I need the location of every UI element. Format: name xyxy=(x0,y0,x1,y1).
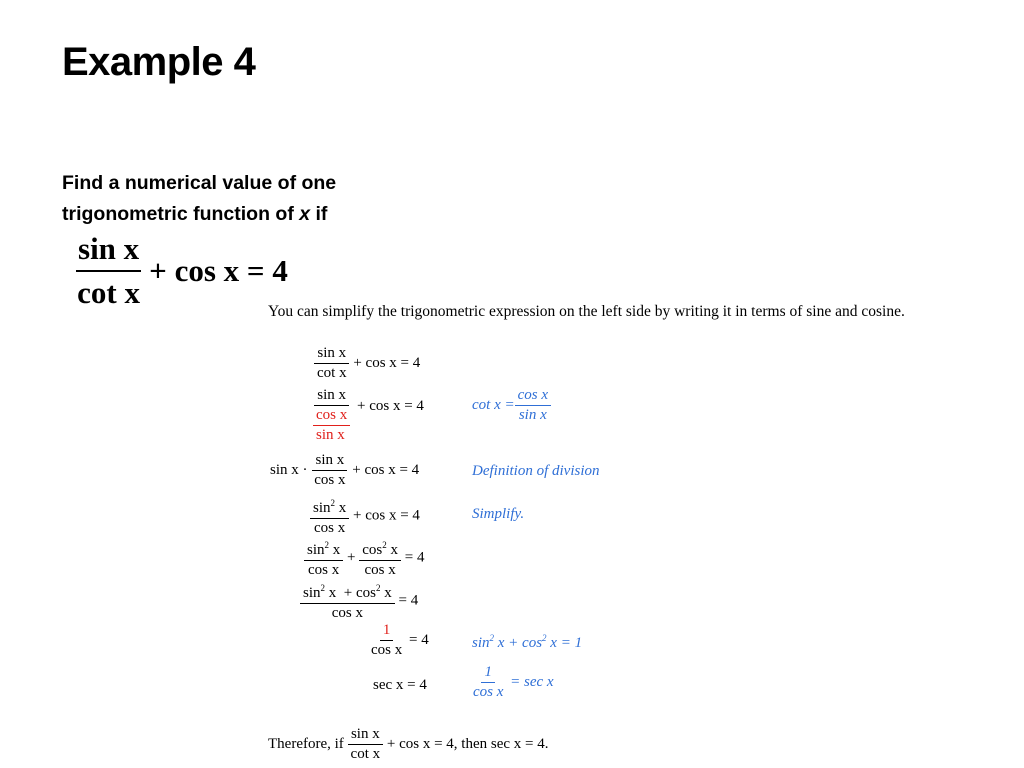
step-3-rhs: + cos x = 4 xyxy=(352,461,420,478)
num-text: sin xyxy=(313,500,331,516)
fraction-denominator: cos x xyxy=(331,605,363,621)
step-3-fraction xyxy=(311,451,348,490)
note-end: x = 1 xyxy=(546,635,583,651)
step-5-fraction-b xyxy=(359,536,401,580)
num-exponent-b: 2 xyxy=(375,583,381,593)
prompt-line-2 xyxy=(62,199,402,230)
given-fraction xyxy=(76,232,141,310)
fraction-numerator xyxy=(300,579,395,604)
fraction-numerator: sin x xyxy=(314,386,349,406)
conclusion-suffix: + cos x = 4, then sec x = 4. xyxy=(383,736,549,752)
given-rest: + cos x = 4 xyxy=(149,253,288,288)
note-denominator: cos x xyxy=(473,684,504,700)
note-fraction xyxy=(470,663,506,702)
step-2-fraction xyxy=(310,386,353,445)
note-numerator: 1 xyxy=(481,663,495,683)
fraction-numerator xyxy=(310,494,349,519)
fraction-numerator xyxy=(304,536,343,561)
step-7 xyxy=(368,621,429,660)
num-text: cos xyxy=(362,542,383,558)
note-mid: x + cos xyxy=(494,635,543,651)
num-var: x xyxy=(329,542,341,558)
num-mid: x + cos xyxy=(325,585,376,601)
problem-prompt xyxy=(62,168,402,230)
given-equation xyxy=(76,232,288,310)
step-1-fraction xyxy=(314,344,350,383)
num-exponent: 2 xyxy=(382,540,387,550)
step-2-nested-fraction xyxy=(310,406,353,445)
step-4 xyxy=(310,494,420,538)
fraction-numerator xyxy=(359,536,401,561)
step-4-note: Simplify. xyxy=(472,506,525,522)
prompt-suffix: if xyxy=(310,203,328,225)
num-var: x xyxy=(386,542,398,558)
given-denominator: cot x xyxy=(77,275,140,310)
prompt-line-1: Find a numerical value of one xyxy=(62,172,337,194)
step-6-fraction xyxy=(300,579,395,623)
plus-sign: + xyxy=(347,549,356,566)
step-1 xyxy=(314,344,420,383)
fraction-numerator: sin x xyxy=(314,344,349,364)
fraction-denominator: cos x xyxy=(314,472,346,488)
fraction-denominator: cot x xyxy=(350,746,381,762)
fraction-numerator: sin x xyxy=(348,725,383,745)
fraction-denominator: cos x xyxy=(364,562,396,578)
step-6 xyxy=(300,579,418,623)
note-fraction xyxy=(515,386,551,425)
step-6-rhs: = 4 xyxy=(398,592,419,609)
step-3-note: Definition of division xyxy=(472,463,600,479)
fraction-denominator: cot x xyxy=(317,365,347,381)
step-7-note xyxy=(472,633,582,652)
num-text: sin xyxy=(303,585,321,601)
step-8: sec x = 4 xyxy=(373,677,427,693)
fraction-denominator: cos x xyxy=(314,520,346,536)
step-3-prefix: sin x · xyxy=(270,461,308,478)
num-exponent: 2 xyxy=(330,498,336,508)
step-2-note xyxy=(472,386,551,425)
conclusion xyxy=(268,725,548,764)
note-exponent-b: 2 xyxy=(542,633,547,643)
note-text: sin xyxy=(472,635,490,651)
step-4-rhs: + cos x = 4 xyxy=(353,507,420,524)
num-text: sin xyxy=(307,542,325,558)
note-lhs: cot x = xyxy=(472,397,515,413)
conclusion-fraction xyxy=(348,725,384,764)
prompt-text: trigonometric function of xyxy=(62,203,300,225)
fraction-numerator: sin x xyxy=(312,451,347,471)
step-8-note xyxy=(470,663,554,702)
conclusion-prefix: Therefore, if xyxy=(268,736,348,752)
fraction-numerator: 1 xyxy=(380,621,394,641)
step-2-rhs: + cos x = 4 xyxy=(357,398,424,414)
step-2 xyxy=(310,386,353,445)
note-exponent-a: 2 xyxy=(489,633,495,643)
num-exponent: 2 xyxy=(324,540,330,550)
step-7-rhs: = 4 xyxy=(409,631,429,648)
prompt-variable: x xyxy=(299,203,311,225)
step-4-fraction xyxy=(310,494,349,538)
note-rhs: = sec x xyxy=(506,674,554,690)
step-3 xyxy=(270,451,419,490)
nested-denominator: sin x xyxy=(316,427,345,443)
note-numerator: cos x xyxy=(515,386,551,406)
given-numerator: sin x xyxy=(76,232,141,272)
intro-text: You can simplify the trigonometric expression on the left side by writing it in terms of sine and cosine. xyxy=(268,303,905,320)
num-var: x xyxy=(380,585,392,601)
note-denominator: sin x xyxy=(518,407,547,423)
nested-numerator: cos x xyxy=(313,406,350,426)
step-7-fraction xyxy=(368,621,405,660)
num-var: x xyxy=(335,500,347,516)
slide-title: Example 4 xyxy=(62,40,256,84)
fraction-denominator: cos x xyxy=(308,562,340,578)
step-5-rhs: = 4 xyxy=(404,549,425,566)
step-5-fraction-a xyxy=(304,536,343,580)
step-5 xyxy=(304,536,424,580)
fraction-denominator: cos x xyxy=(371,642,403,658)
num-exponent-a: 2 xyxy=(320,583,326,593)
step-1-rhs: + cos x = 4 xyxy=(353,354,421,371)
